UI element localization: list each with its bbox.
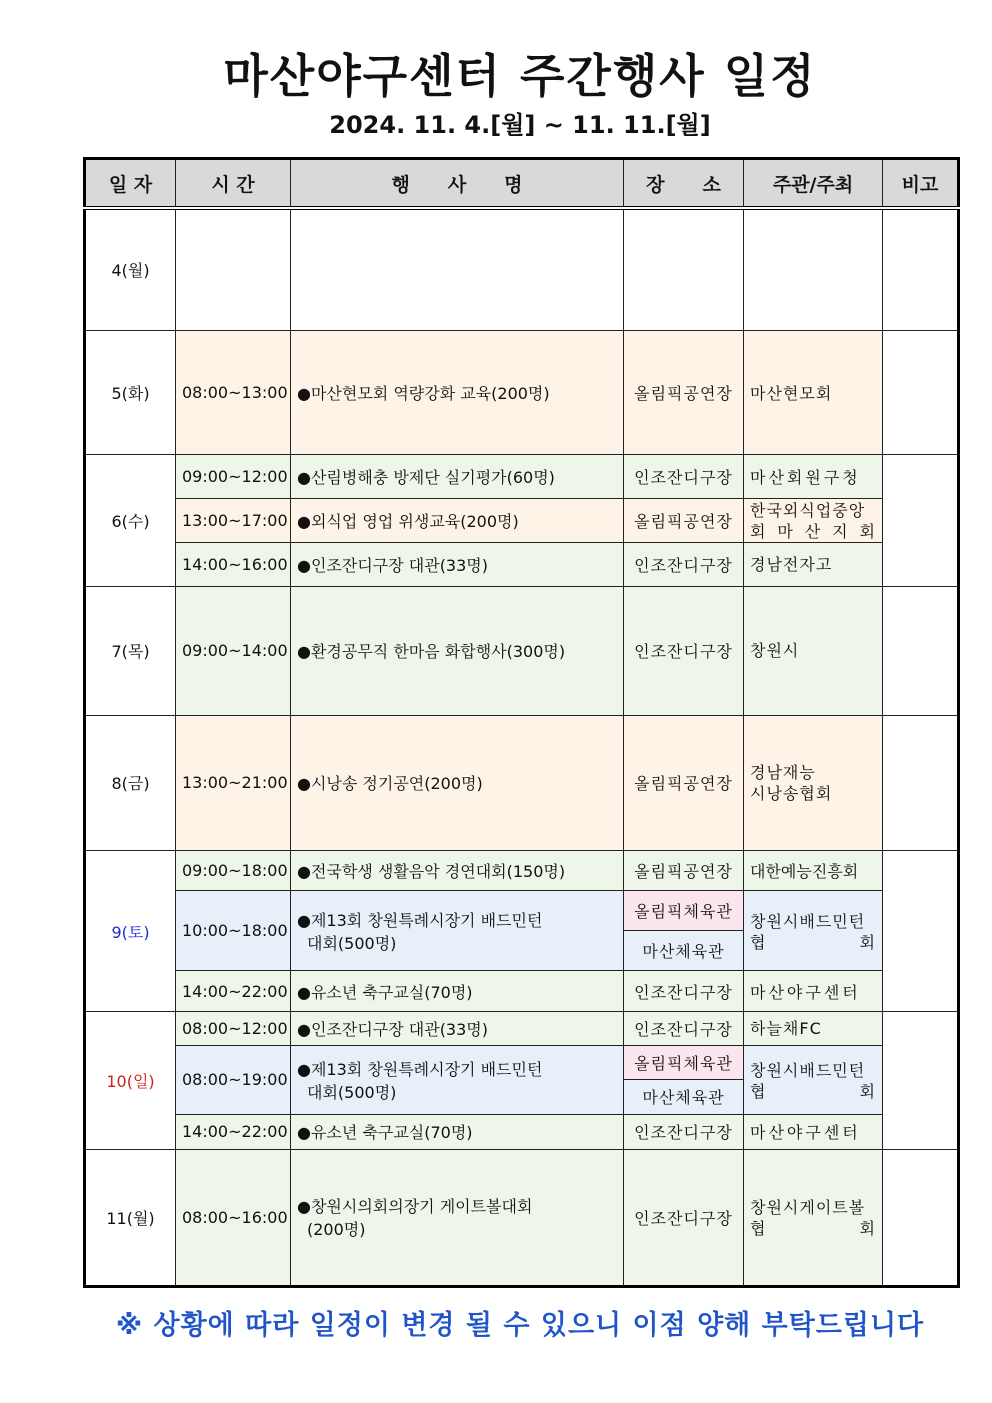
time-cell: 14:00~16:00 — [176, 543, 291, 587]
time-cell: 08:00~12:00 — [176, 1012, 291, 1046]
time-cell: 08:00~13:00 — [176, 330, 291, 454]
note-cell — [883, 715, 959, 850]
org-cell — [744, 1046, 883, 1114]
table-header-row — [85, 159, 959, 209]
table-row — [85, 715, 959, 850]
org-cell: 마산야구센터 — [744, 971, 883, 1012]
place-cell: 올림픽공연장 — [624, 499, 744, 543]
event-cell: ●인조잔디구장 대관(33명) — [291, 543, 624, 587]
time-cell: 08:00~19:00 — [176, 1046, 291, 1114]
place-cell: 인조잔디구장 — [624, 455, 744, 499]
event-cell: ●유소년 축구교실(70명) — [291, 1114, 624, 1149]
place-cell: 인조잔디구장 — [624, 1012, 744, 1046]
org-cell — [744, 208, 883, 330]
org-cell — [744, 499, 883, 543]
event-line: 대회(500명) — [307, 933, 397, 953]
event-line: ●제13회 창원특례시장기 배드민턴 — [297, 910, 543, 930]
org-cell: 경남전자고 — [744, 543, 883, 587]
place-cell: 올림픽공연장 — [624, 330, 744, 454]
date-cell: 6(수) — [85, 455, 176, 587]
place-cell: 인조잔디구장 — [624, 587, 744, 715]
page-title: 마산야구센터 주간행사 일정 — [223, 49, 817, 103]
org-line: 협 회 — [750, 1081, 876, 1101]
header-time: 시 간 — [176, 159, 291, 209]
org-cell — [744, 891, 883, 971]
place-cell: 마산체육관 — [624, 1080, 744, 1114]
org-cell: 대한예능진흥회 — [744, 850, 883, 890]
event-cell: ●외식업 영업 위생교육(200명) — [291, 499, 624, 543]
event-cell: ●산림병해충 방제단 실기평가(60명) — [291, 455, 624, 499]
date-cell: 10(일) — [85, 1012, 176, 1149]
org-cell — [744, 715, 883, 850]
header-event: 행 사 명 — [291, 159, 624, 209]
note-cell — [883, 1149, 959, 1286]
time-cell: 14:00~22:00 — [176, 971, 291, 1012]
table-row — [85, 543, 959, 587]
event-cell: ●유소년 축구교실(70명) — [291, 971, 624, 1012]
notice-text: ※ 상황에 따라 일정이 변경 될 수 있으니 이점 양해 부탁드립니다 — [115, 1310, 925, 1341]
org-line: 시낭송협회 — [750, 783, 833, 803]
org-line: 창원시배드민턴 — [750, 1060, 866, 1080]
place-cell: 인조잔디구장 — [624, 971, 744, 1012]
org-line: 협 회 — [750, 932, 876, 952]
org-cell: 마산회원구청 — [744, 455, 883, 499]
table-row — [85, 1012, 959, 1046]
place-cell: 마산체육관 — [624, 931, 744, 971]
table-row — [85, 587, 959, 715]
date-cell: 4(월) — [85, 208, 176, 330]
table-row — [85, 850, 959, 890]
org-line: 협 회 — [750, 1219, 876, 1239]
time-cell: 10:00~18:00 — [176, 891, 291, 971]
note-cell — [883, 850, 959, 1011]
org-line: 창원시배드민턴 — [750, 911, 866, 931]
place-cell: 올림픽체육관 — [624, 1046, 744, 1080]
schedule-table — [83, 157, 960, 1288]
event-cell: ●전국학생 생활음악 경연대회(150명) — [291, 850, 624, 890]
date-cell: 8(금) — [85, 715, 176, 850]
place-cell: 인조잔디구장 — [624, 1149, 744, 1286]
note-cell — [883, 455, 959, 587]
event-cell — [291, 891, 624, 971]
event-cell — [291, 1149, 624, 1286]
place-cell: 인조잔디구장 — [624, 1114, 744, 1149]
time-cell: 09:00~12:00 — [176, 455, 291, 499]
time-cell: 13:00~17:00 — [176, 499, 291, 543]
time-cell: 13:00~21:00 — [176, 715, 291, 850]
table-row — [85, 1149, 959, 1286]
date-cell: 11(월) — [85, 1149, 176, 1286]
header-place: 장 소 — [624, 159, 744, 209]
header-note: 비고 — [883, 159, 959, 209]
org-line: 한국외식업중앙 — [750, 500, 866, 520]
event-line: 대회(500명) — [307, 1082, 397, 1102]
time-cell — [176, 208, 291, 330]
table-row — [85, 1046, 959, 1080]
time-cell: 14:00~22:00 — [176, 1114, 291, 1149]
place-cell: 올림픽공연장 — [624, 715, 744, 850]
note-cell — [883, 587, 959, 715]
org-line: 경남재능 — [750, 762, 816, 782]
table-row — [85, 971, 959, 1012]
header-org: 주관/주최 — [744, 159, 883, 209]
org-line: 회 마 산 지 회 — [750, 521, 876, 541]
event-cell: ●환경공무직 한마음 화합행사(300명) — [291, 587, 624, 715]
event-cell — [291, 1046, 624, 1114]
note-cell — [883, 1012, 959, 1149]
org-cell — [744, 1149, 883, 1286]
event-line: ●창원시의회의장기 게이트볼대회 — [297, 1197, 533, 1217]
table-row — [85, 455, 959, 499]
table-row — [85, 1114, 959, 1149]
org-cell: 마산야구센터 — [744, 1114, 883, 1149]
place-cell: 올림픽공연장 — [624, 850, 744, 890]
time-cell: 08:00~16:00 — [176, 1149, 291, 1286]
event-cell: ●마산현모회 역량강화 교육(200명) — [291, 330, 624, 454]
date-cell: 9(토) — [85, 850, 176, 1011]
table-row — [85, 208, 959, 330]
event-line: (200명) — [307, 1220, 366, 1240]
place-cell — [624, 208, 744, 330]
table-row — [85, 330, 959, 454]
place-cell: 인조잔디구장 — [624, 543, 744, 587]
org-cell: 하늘채FC — [744, 1012, 883, 1046]
place-cell: 올림픽체육관 — [624, 891, 744, 931]
note-cell — [883, 208, 959, 330]
header-date: 일 자 — [85, 159, 176, 209]
event-cell: ●시낭송 정기공연(200명) — [291, 715, 624, 850]
table-row — [85, 891, 959, 931]
event-cell — [291, 208, 624, 330]
event-line: ●제13회 창원특례시장기 배드민턴 — [297, 1059, 543, 1079]
date-cell: 7(목) — [85, 587, 176, 715]
org-cell: 창원시 — [744, 587, 883, 715]
table-row — [85, 499, 959, 543]
org-line: 창원시게이트볼 — [750, 1198, 866, 1218]
date-cell: 5(화) — [85, 330, 176, 454]
event-cell: ●인조잔디구장 대관(33명) — [291, 1012, 624, 1046]
date-range: 2024. 11. 4.[월] ~ 11. 11.[월] — [329, 111, 711, 139]
time-cell: 09:00~14:00 — [176, 587, 291, 715]
org-cell: 마산현모회 — [744, 330, 883, 454]
note-cell — [883, 330, 959, 454]
time-cell: 09:00~18:00 — [176, 850, 291, 890]
